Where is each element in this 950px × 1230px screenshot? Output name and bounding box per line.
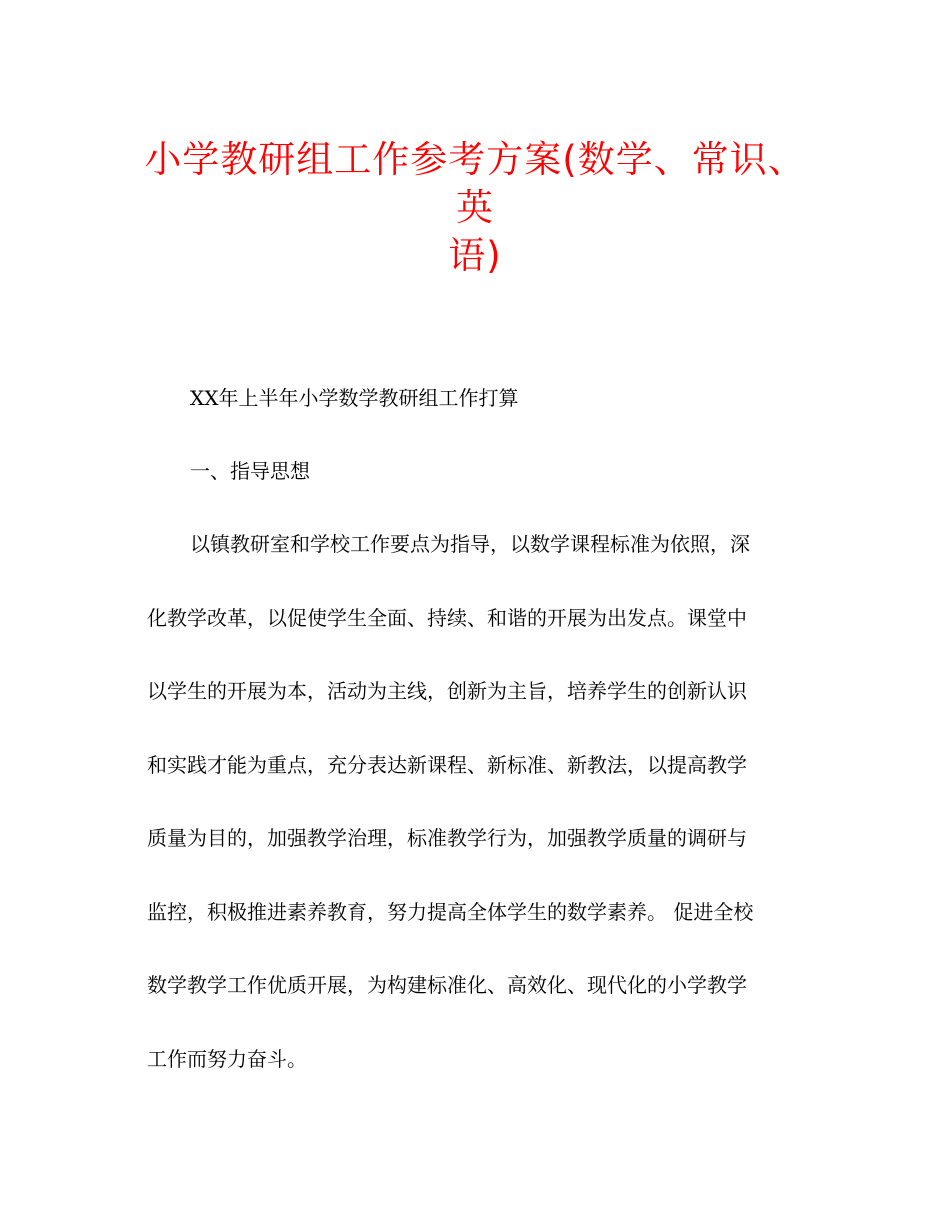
document-title (130, 136, 820, 280)
body-line: 数学教学工作优质开展，为构建标准化、高效化、现代化的小学教学 (147, 973, 747, 997)
body-line: 化教学改革，以促使学生全面、持续、和谐的开展为出发点。课堂中 (147, 606, 747, 630)
body-line: 以学生的开展为本，活动为主线，创新为主旨，培养学生的创新认识 (147, 679, 747, 703)
body-line: 工作而努力奋斗。 (147, 1047, 307, 1071)
plan-title: XX年上半年小学数学教研组工作打算 (190, 386, 519, 410)
document-title-line-2: 语) (448, 234, 502, 277)
document-title-line-1: 小学教研组工作参考方案(数学、常识、英 (144, 138, 806, 229)
body-line: 和实践才能为重点，充分表达新课程、新标准、新教法，以提高教学 (147, 753, 747, 777)
section-heading: 一、指导思想 (190, 459, 310, 483)
body-line: 以镇教研室和学校工作要点为指导，以数学课程标准为依照，深 (190, 532, 750, 556)
body-line: 质量为目的，加强教学治理，标准教学行为，加强教学质量的调研与 (147, 826, 747, 850)
body-line: 监控，积极推进素养教育，努力提高全体学生的数学素养。 促进全校 (147, 900, 754, 924)
